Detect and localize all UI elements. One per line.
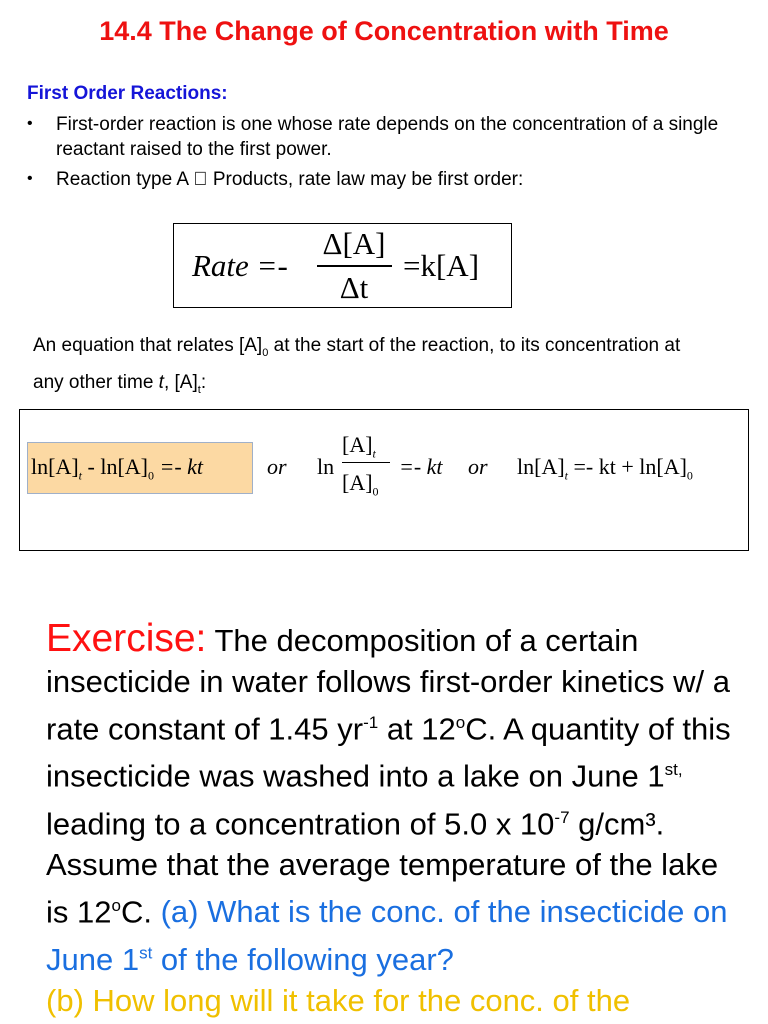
bullet-marker: • [27,115,33,132]
rate-rhs: =k[A] [403,248,480,283]
rate-lhs: Rate =- [192,248,288,283]
bullet-text: Reaction type A   Products, rate law may be first order: [56,169,524,190]
rate-denominator: Δt [339,270,369,305]
rate-law-equation-box [173,223,512,308]
integrated-rate-law-box [19,409,749,551]
bullet-marker: • [27,170,33,187]
fraction-bar [342,462,390,463]
exercise-text: Exercise: The decomposition of a certain insecticide in water follows first-order kinetics w/ a rate constant of 1.45 $yr^{-1}$ at 12$^o$C. A quantity of this insecticide was washed into a lake on June $1^{st,}$ leading to a concentration of 5.0 x $10^{-7}$ g/cm³. Assume that the average temperature of the lake is 12$^o$C. (a) What is the conc. of the insecticide on June 1st of the following year? (b) How long will it take for the conc. of the [46,617,731,1018]
or-separator: or [267,454,287,479]
highlighted-equation: $\ln[A]_t - \ln[A]_0$ =- kt [27,442,253,494]
ratio-numerator: $[A]_t$ [342,432,376,461]
ratio-denominator: $[A]_0$ [342,470,379,499]
question-a: (a) What is the conc. of the insecticide on June 1st of the following year? [46,894,728,977]
ln-label: ln [317,454,335,479]
page-title: 14.4 The Change of Concentration with Time [99,16,669,46]
ratio-rhs: =- kt [399,454,443,479]
rate-numerator: Δ[A] [322,226,386,261]
section-heading: First Order Reactions: [27,83,228,104]
intro-paragraph: An equation that relates $[A]_0$ at the start of the reaction, to its concentration at any other time t, $[A]_t$: [33,335,681,396]
question-b: (b) How long will it take for the conc. of the [46,982,631,1018]
bullet-text: First-order reaction is one whose rate depends on the concentration of a single reactant raised to the first power. [56,114,719,160]
exercise-label: Exercise: [46,617,207,660]
linear-form-equation: $\ln[A]_t$ =- kt + $\ln[A]_0$ [517,454,693,483]
or-separator: or [468,454,488,479]
fraction-bar [317,265,392,267]
